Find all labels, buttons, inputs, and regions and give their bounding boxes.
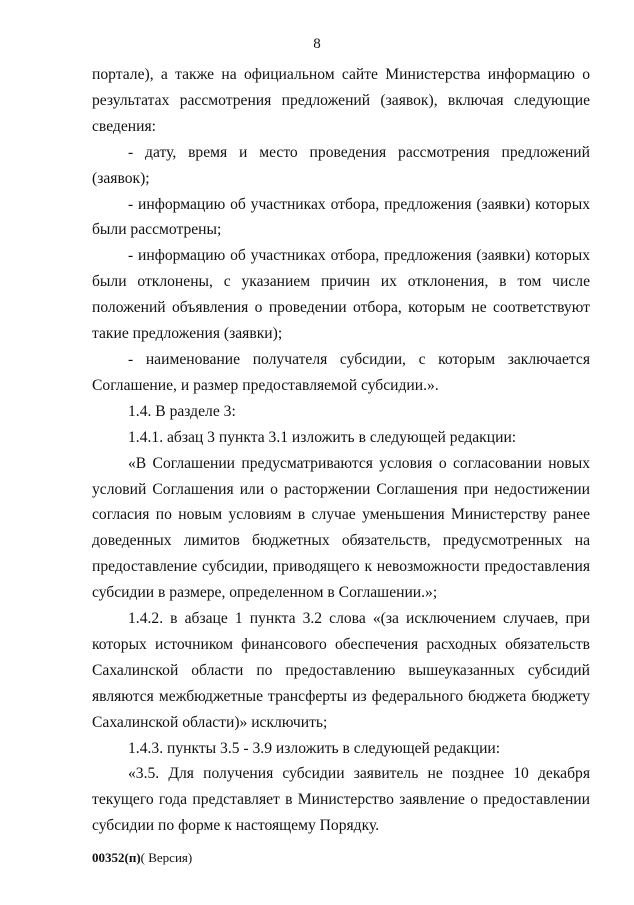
paragraph: 1.4. В разделе 3: [128,402,236,420]
paragraph: «В Соглашении предусматриваются условия о согласовании новых условий Соглашения или о расторжении Соглашения при недостижении согласия по новым условиям в случае уменьшения Министерству ранее доведенных лимитов бюджетных обязательств, предусмотренных на предоставление субсидии, приводящего к невозможности предоставления субсидии в размере, определенном в Соглашении.»; [92,454,590,602]
document-footer [92,850,192,866]
document-code: 00352(п) [92,850,141,865]
paragraph: - информацию об участниках отбора, предложения (заявки) которых были отклонены, с указанием причин их отклонения, в том числе положений объявления о проведении отбора, которым не соответствуют такие предложения (заявки); [92,247,590,343]
paragraph: 1.4.2. в абзаце 1 пункта 3.2 слова «(за исключением случаев, при которых источником финансового обеспечения расходных обязательств Сахалинской области по предоставлению вышеуказанных субсидий являются межбюджетные трансферты из федерального бюджета бюджету Сахалинской области)» исключить; [92,610,590,731]
paragraph: 1.4.3. пункты 3.5 - 3.9 изложить в следующей редакции: [128,739,501,757]
paragraph: порталe), а также на официальном сайте Министерства информацию о результатах рассмотрения предложений (заявок), включая следующие сведения: [92,66,590,135]
paragraph: - информацию об участниках отбора, предложения (заявки) которых были рассмотрены; [92,195,590,239]
page-number: 8 [313,36,321,52]
paragraph: - наименование получателя субсидии, с которым заключается Соглашение, и размер предоставляемой субсидии.». [92,350,590,394]
paragraph: - дату, время и место проведения рассмотрения предложений (заявок); [92,143,590,187]
paragraph: 1.4.1. абзац 3 пункта 3.1 изложить в следующей редакции: [128,428,517,446]
paragraph: «3.5. Для получения субсидии заявитель не позднее 10 декабря текущего года представляет в Министерство заявление о предоставлении субсидии по форме к настоящему Порядку. [92,765,590,835]
document-body [92,62,590,839]
document-version: ( Версия) [140,850,193,865]
